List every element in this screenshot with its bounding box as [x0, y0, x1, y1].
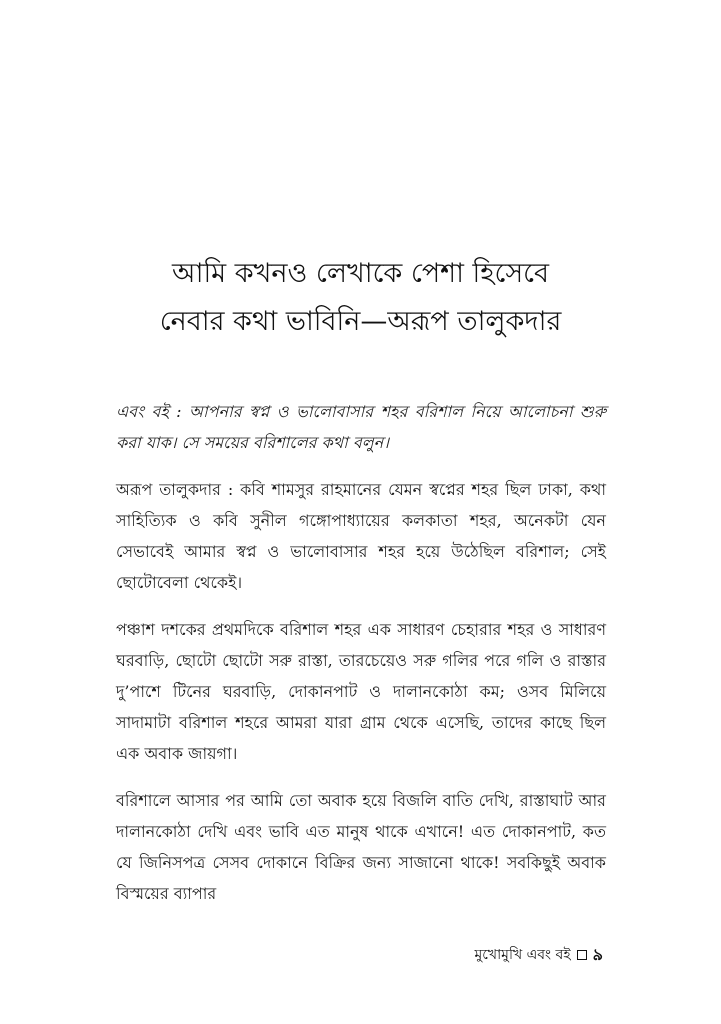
chapter-title-line-2: নেবার কথা ভাবিনি—অরূপ তালুকদার	[159, 306, 562, 337]
page-number: ৯	[592, 945, 603, 964]
chapter-title-line-1: আমি কখনও লেখাকে পেশা হিসেবে	[171, 258, 550, 289]
page-footer	[475, 945, 603, 965]
running-title: মুখোমুখি এবং বই	[474, 947, 571, 963]
answer-paragraph-1: অরূপ তালুকদার : কবি শামসুর রাহমানের যেমন স্বপ্নের শহর ছিল ঢাকা, কথা সাহিত্যিক ও কবি সুনীল গঙ্গোপাধ্যায়ের কলকাতা শহর, অনেকটা যেন সেভাবেই আমার স্বপ্ন ও ভালোবাসার শহর হয়ে উঠেছিল বরিশাল; সেই ছোটোবেলা থেকেই।	[116, 480, 606, 592]
answer-paragraph-3: বরিশালে আসার পর আমি তো অবাক হয়ে বিজলি বাতি দেখি, রাস্তাঘাট আর দালানকোঠা দেখি এবং ভাবি এত মানুষ থাকে এখানে! এত দোকানপাট, কত যে জিনিসপত্র সেসব দোকানে বিক্রির জন্য সাজানো থাকে! সবকিছুই অবাক বিস্ময়ের ব্যাপার	[116, 791, 606, 903]
interview-body	[116, 396, 606, 925]
chapter-title	[60, 250, 661, 346]
interview-question: এবং বই : আপনার স্বপ্ন ও ভালোবাসার শহর বরিশাল নিয়ে আলোচনা শুরু করা যাক। সে সময়ের বরিশালের কথা বলুন।	[116, 402, 606, 452]
square-icon	[577, 950, 587, 960]
answer-paragraph-2: পঞ্চাশ দশকের প্রথমদিকে বরিশাল শহর এক সাধারণ চেহারার শহর ও সাধারণ ঘরবাড়ি, ছোটো ছোটো সরু রাস্তা, তারচেয়েও সরু গলির পরে গলি ও রাস্তার দু’পাশে টিনের ঘরবাড়ি, দোকানপাট ও দালানকোঠা কম; ওসব মিলিয়ে সাদামাটা বরিশাল শহরে আমরা যারা গ্রাম থেকে এসেছি, তাদের কাছে ছিল এক অবাক জায়গা।	[116, 620, 606, 763]
